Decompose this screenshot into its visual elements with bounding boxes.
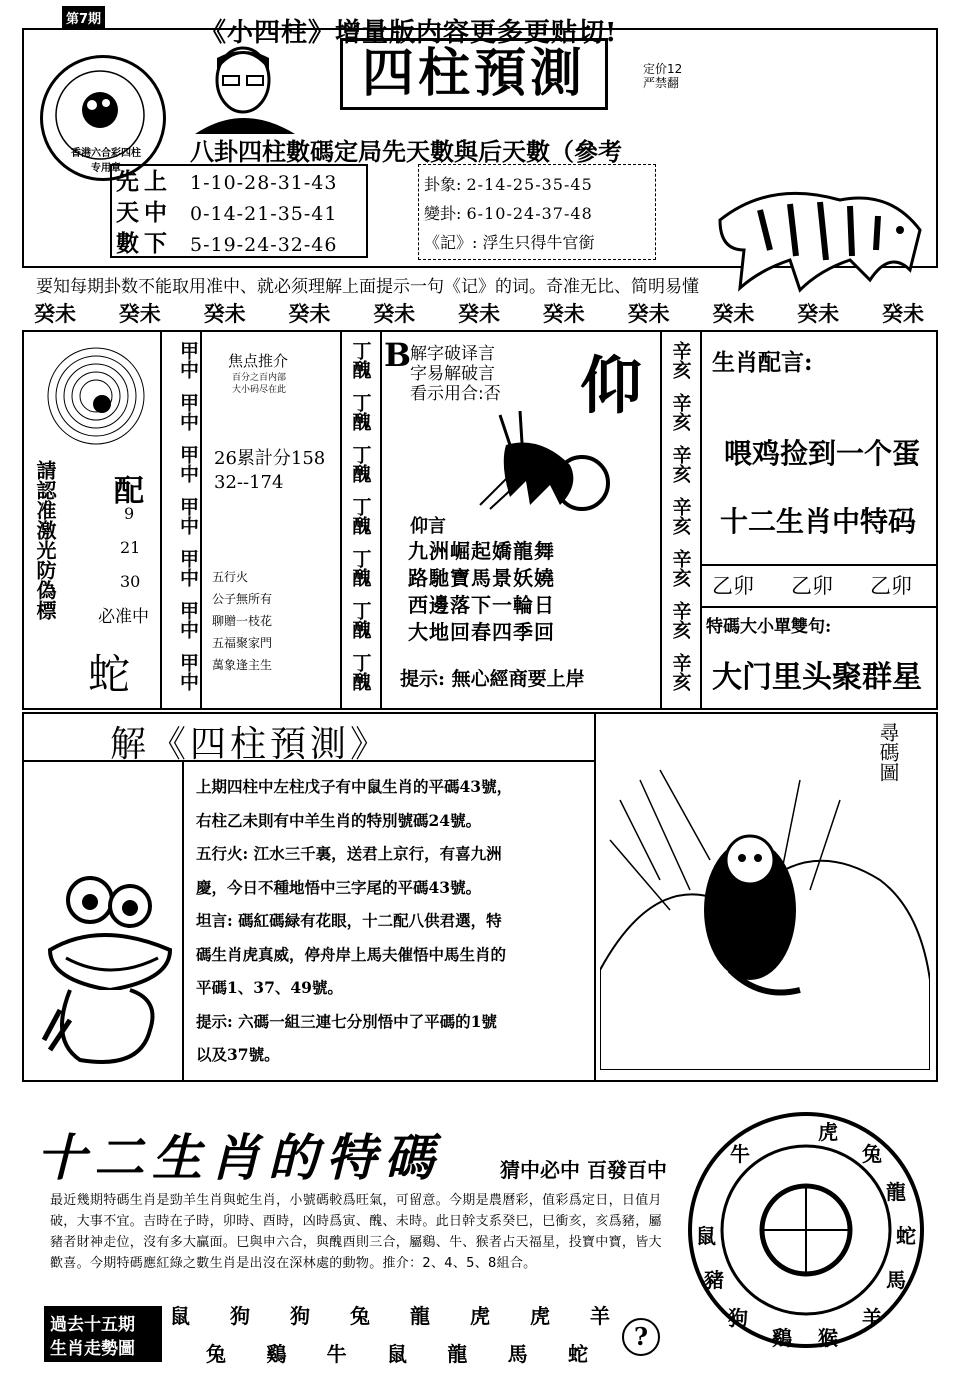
explain-line: 碼生肖虎真威，停舟岸上馬夫催悟中馬生肖的 xyxy=(196,944,507,964)
explain-line: 坦言: 碼紅碼緑有花眼，十二配八供君選，特 xyxy=(196,911,502,930)
zodiac-line1: 喂鸡捡到一个蛋 xyxy=(724,437,921,470)
trend-item: 兔 xyxy=(350,1304,370,1328)
pillar-right-row xyxy=(424,199,595,228)
explain-line: 提示: 六碼一組三連七分別悟中了平碼的1號 xyxy=(196,1011,497,1031)
trend-item: 馬 xyxy=(507,1342,528,1366)
official-seal xyxy=(40,55,166,181)
yang-title: 仰言 xyxy=(410,516,446,537)
trend-item: 狗 xyxy=(290,1304,310,1328)
xin-item: 辛亥 xyxy=(669,497,692,535)
yimao-item: 乙卯 xyxy=(712,574,754,598)
trend-item: 羊 xyxy=(590,1304,610,1328)
wheel-zodiac: 狗 xyxy=(728,1306,748,1330)
wuxing-line: 五行火 xyxy=(212,570,249,584)
ganzhi-item: 癸未 xyxy=(34,301,76,326)
special-label: 特碼大小單雙句: xyxy=(706,617,832,637)
wuxing-line: 萬象逢主生 xyxy=(212,658,273,672)
xin-item: 辛亥 xyxy=(669,341,692,379)
yimao-row xyxy=(712,570,912,600)
poem-line: 西邊落下一輪日 xyxy=(408,593,555,617)
poem-line: 九洲崛起嬌龍舞 xyxy=(408,539,555,563)
wheel-zodiac: 蛇 xyxy=(896,1224,916,1248)
ganzhi-item: 癸未 xyxy=(288,301,331,326)
zodiac-title: 生肖配言: xyxy=(712,349,813,376)
xin-item: 辛亥 xyxy=(669,653,692,691)
pei-note: 必准中 xyxy=(98,607,149,627)
wheel-zodiac: 牛 xyxy=(730,1142,750,1166)
ganzhi-item: 癸未 xyxy=(712,301,755,326)
trend-item: 虎 xyxy=(530,1304,550,1328)
wheel-zodiac: 羊 xyxy=(862,1306,882,1330)
riddle-line: 看示用合:否 xyxy=(410,384,501,404)
pillar-right-value: 浮生只得牛官銜 xyxy=(482,233,595,252)
pillar-right-value: 6-10-24-37-48 xyxy=(466,204,593,223)
wheel-zodiac: 兔 xyxy=(862,1142,882,1166)
jia-item: 甲中 xyxy=(177,601,199,639)
anti-fake-vertical: 請認准激光防偽標 xyxy=(33,460,57,620)
jia-item: 甲中 xyxy=(177,497,199,535)
ding-column xyxy=(342,336,380,700)
pillar-number-row: 1-10-28-31-43 xyxy=(190,172,338,194)
special-line: 大门里头聚群星 xyxy=(712,660,922,695)
explain-line: 以及37號。 xyxy=(196,1045,280,1064)
wheel-zodiac: 豬 xyxy=(704,1268,724,1292)
focus-title: 焦点推介 xyxy=(228,352,289,370)
pillar-right-label: 變卦: xyxy=(424,204,462,223)
pillar-number-row: 5-19-24-32-46 xyxy=(190,234,338,256)
ding-item: 丁醜 xyxy=(349,341,372,379)
ganzhi-item: 癸未 xyxy=(797,301,840,326)
focus-sub1: 百分之百内部 xyxy=(232,373,287,383)
stats-line1: 26累計分158 xyxy=(214,448,326,469)
pillar-right-row xyxy=(424,228,595,257)
explain-line: 上期四柱中左柱戊子有中鼠生肖的平碼43號， xyxy=(196,777,513,796)
ding-item: 丁醜 xyxy=(349,653,372,691)
pillar-col2-item: 下 xyxy=(144,230,167,257)
pillar-numbers xyxy=(190,168,337,261)
bottom-paragraph: 最近幾期特碼生肖是勁羊生肖與蛇生肖，小號碼較爲旺氣，可留意。今期是農曆彩，值彩爲定日，日值月破，大事不宜。吉時在子時，卯時、酉時，凶時爲寅、醜、未時。此日幹支系癸巳，巳衝亥，亥爲豬，屬豬者財神走位，沒有多大贏面。巳與申六合，與醜酉則三合，屬鷄、牛、猴者占天福星，投寶中寶，皆大歡喜。今期特碼應紅綠之數生肖是出沒在深林處的動物。推介：2、4、5、8組合。 xyxy=(50,1193,662,1271)
yimao-item: 乙卯 xyxy=(791,574,833,598)
ganzhi-item: 癸未 xyxy=(203,301,246,326)
ganzhi-item: 癸未 xyxy=(542,301,585,326)
explain-title: 解《四柱預測》 xyxy=(110,724,391,765)
pillar-col1-item: 數 xyxy=(116,230,139,257)
pei-number: 30 xyxy=(120,572,141,591)
b-letter: B xyxy=(384,336,412,374)
trend-row-1 xyxy=(170,1300,610,1329)
wheel-zodiac: 鼠 xyxy=(696,1224,716,1248)
trend-question: ? xyxy=(622,1318,660,1356)
explain-line: 五行火: 江水三千裏，送君上京行，有喜九洲 xyxy=(196,844,502,863)
xin-item: 辛亥 xyxy=(669,549,692,587)
wheel-zodiac: 龍 xyxy=(886,1180,906,1204)
ding-item: 丁醜 xyxy=(349,601,372,639)
deer-illustration xyxy=(470,405,620,515)
jia-column xyxy=(162,336,200,700)
stats-line2: 32--174 xyxy=(214,472,284,493)
wheel-zodiac: 猴 xyxy=(818,1326,838,1350)
riddle-lines xyxy=(410,344,501,404)
xin-item: 辛亥 xyxy=(669,601,692,639)
xin-item: 辛亥 xyxy=(669,393,692,431)
ganzhi-row xyxy=(34,298,924,328)
pillar-col2 xyxy=(144,166,167,259)
trend-item: 虎 xyxy=(470,1304,490,1328)
jia-item: 甲中 xyxy=(177,445,199,483)
past-label-2: 生肖走勢圖 xyxy=(50,1339,135,1359)
explain-body xyxy=(196,770,588,1072)
trend-item: 鷄 xyxy=(266,1342,287,1366)
ding-item: 丁醜 xyxy=(349,393,372,431)
trend-item: 蛇 xyxy=(567,1342,588,1366)
pillar-right-row xyxy=(424,170,595,199)
seek-label: 尋碼圖 xyxy=(876,722,900,782)
author-portrait xyxy=(185,42,305,134)
subtitle: 八卦四柱數碼定局先天數與后天數（參考 xyxy=(190,137,622,166)
pei-label: 配 xyxy=(114,474,144,509)
rights-label: 严禁翻 xyxy=(643,76,680,90)
ding-item: 丁醜 xyxy=(349,445,372,483)
pei-number: 9 xyxy=(124,504,135,523)
pei-number: 21 xyxy=(120,538,141,557)
ding-item: 丁醜 xyxy=(349,549,372,587)
pei-zodiac: 蛇 xyxy=(88,650,131,699)
ganzhi-item: 癸未 xyxy=(457,301,500,326)
xin-item: 辛亥 xyxy=(669,445,692,483)
tip-line: 提示: 無心經商要上岸 xyxy=(400,668,585,690)
ganzhi-item: 癸未 xyxy=(881,301,924,326)
tiger-illustration xyxy=(700,160,938,300)
wuxing-line: 聊贈一枝花 xyxy=(212,614,273,628)
trend-row-2 xyxy=(206,1338,588,1367)
pillar-right-value: 2-14-25-35-45 xyxy=(466,175,593,194)
focus-sub2: 大小码尽在此 xyxy=(232,385,287,395)
wheel-zodiac: 虎 xyxy=(818,1120,838,1144)
pillar-number-row: 0-14-21-35-41 xyxy=(190,203,338,225)
explain-line: 慶，今日不種地悟中三字尾的平碼43號。 xyxy=(196,877,482,897)
ding-item: 丁醜 xyxy=(349,497,372,535)
price-label: 定价12 xyxy=(643,62,683,76)
zodiac-wheel xyxy=(686,1110,926,1350)
pillar-col2-item: 中 xyxy=(144,199,167,226)
frog-mascot xyxy=(30,860,180,1070)
riddle-line: 解字破译言 xyxy=(410,344,495,364)
jia-item: 甲中 xyxy=(177,393,199,431)
trend-item: 牛 xyxy=(326,1342,347,1366)
jia-item: 甲中 xyxy=(177,653,199,691)
xin-column xyxy=(662,336,700,700)
wuxing-line: 五福聚家門 xyxy=(212,636,273,650)
zodiac-line2: 十二生肖中特码 xyxy=(720,505,917,538)
pillar-col2-item: 上 xyxy=(144,168,167,195)
wheel-zodiac: 鷄 xyxy=(772,1326,792,1350)
ganzhi-item: 癸未 xyxy=(118,301,161,326)
explain-line: 平碼1、37、49號。 xyxy=(196,978,343,997)
ganzhi-item: 癸未 xyxy=(627,301,670,326)
wheel-zodiac: 馬 xyxy=(886,1268,906,1292)
past-label-1: 過去十五期 xyxy=(50,1315,135,1335)
poem-line: 路馳寶馬景妖嬈 xyxy=(408,566,555,590)
wuxing-list xyxy=(212,566,272,676)
hologram-icon xyxy=(46,346,146,446)
poem-lines xyxy=(408,538,555,646)
top-slogan: 《小四柱》增量版内容更多更贴切! xyxy=(200,18,618,48)
trend-item: 狗 xyxy=(230,1304,250,1328)
pillar-right-label: 《記》: xyxy=(424,233,478,252)
ganzhi-item: 癸未 xyxy=(373,301,416,326)
yimao-item: 乙卯 xyxy=(870,574,912,598)
bottom-banner: 十二生肖的特碼 xyxy=(36,1128,442,1187)
seal-text: 香港六合彩四柱专用章 xyxy=(71,148,141,174)
pillar-col1-item: 天 xyxy=(116,199,139,226)
jia-item: 甲中 xyxy=(177,341,199,379)
pillar-col1-item: 先 xyxy=(116,168,139,195)
bottom-slogan: 猜中必中 百發百中 xyxy=(500,1158,667,1182)
pillar-right-rows xyxy=(424,170,595,257)
explain-line: 右柱乙未則有中羊生肖的特別號碼24號。 xyxy=(196,810,482,830)
jia-item: 甲中 xyxy=(177,549,199,587)
page-title: 四柱預測 xyxy=(340,38,608,110)
trend-item: 鼠 xyxy=(386,1342,407,1366)
wuxing-line: 公子無所有 xyxy=(212,592,273,606)
pillar-col1 xyxy=(116,166,139,259)
poem-line: 大地回春四季回 xyxy=(408,620,555,644)
issue-label: 第7期 xyxy=(62,6,105,29)
trend-item: 龍 xyxy=(410,1304,430,1328)
trend-item: 鼠 xyxy=(170,1304,190,1328)
notice-text: 要知每期卦数不能取用准中、就必须理解上面提示一句《记》的词。奇准无比、简明易懂 xyxy=(36,277,699,297)
trend-item: 兔 xyxy=(206,1342,226,1366)
big-character: 仰 xyxy=(580,349,643,422)
riddle-line: 字易解破言 xyxy=(410,364,495,384)
trend-item: 龍 xyxy=(447,1342,468,1366)
pillar-right-label: 卦象: xyxy=(424,175,462,194)
